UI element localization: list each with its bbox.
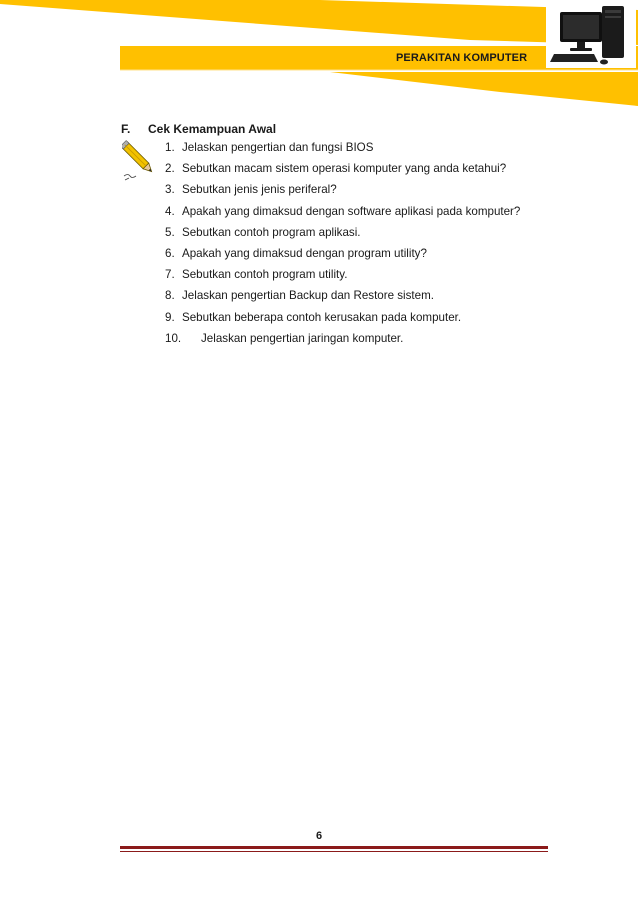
- list-item: [165, 288, 520, 309]
- header-bottom-band: [330, 72, 638, 106]
- list-item: [165, 182, 520, 203]
- question-text: Sebutkan beberapa contoh kerusakan pada komputer.: [182, 310, 462, 324]
- list-item: [165, 140, 520, 161]
- question-text: Sebutkan macam sistem operasi komputer yang anda ketahui?: [182, 162, 507, 176]
- section-title: Cek Kemampuan Awal: [148, 122, 277, 136]
- question-text: Sebutkan contoh program aplikasi.: [182, 225, 361, 239]
- question-number: 6.: [165, 246, 175, 260]
- question-number: 2.: [165, 162, 175, 176]
- question-list: [165, 140, 520, 352]
- header-title: PERAKITAN KOMPUTER: [396, 52, 528, 64]
- section-letter: F.: [121, 122, 131, 136]
- question-number: 4.: [165, 204, 175, 218]
- page-number: 6: [315, 830, 323, 842]
- list-item: [165, 225, 520, 246]
- footer-rule-thin: [120, 851, 548, 852]
- header-banner: [0, 0, 638, 110]
- question-number: 9.: [165, 310, 175, 324]
- pencil-icon: [122, 140, 160, 182]
- list-item: [165, 204, 520, 225]
- footer-rule: [120, 846, 548, 849]
- question-text: Jelaskan pengertian dan fungsi BIOS: [182, 141, 374, 154]
- question-text: Apakah yang dimaksud dengan software aplikasi pada komputer?: [182, 204, 521, 218]
- list-item: [165, 331, 520, 352]
- question-number: 7.: [165, 268, 175, 282]
- list-item: [165, 310, 520, 331]
- question-text: Jelaskan pengertian Backup dan Restore sistem.: [182, 289, 434, 303]
- question-text: Sebutkan contoh program utility.: [182, 268, 348, 282]
- desktop-computer-icon: [546, 2, 636, 68]
- question-text: Sebutkan jenis jenis periferal?: [182, 183, 337, 197]
- list-item: [165, 161, 520, 182]
- question-number: 5.: [165, 225, 175, 239]
- question-number: 8.: [165, 289, 175, 303]
- question-number: 3.: [165, 183, 175, 197]
- question-text: Jelaskan pengertian jaringan komputer.: [201, 331, 404, 345]
- section-heading: [121, 122, 276, 136]
- question-text: Apakah yang dimaksud dengan program utility?: [182, 246, 427, 260]
- header-top-band: [0, 0, 638, 45]
- list-item: [165, 267, 520, 288]
- question-number: 1.: [165, 141, 175, 154]
- question-number: 10.: [165, 331, 182, 345]
- list-item: [165, 246, 520, 267]
